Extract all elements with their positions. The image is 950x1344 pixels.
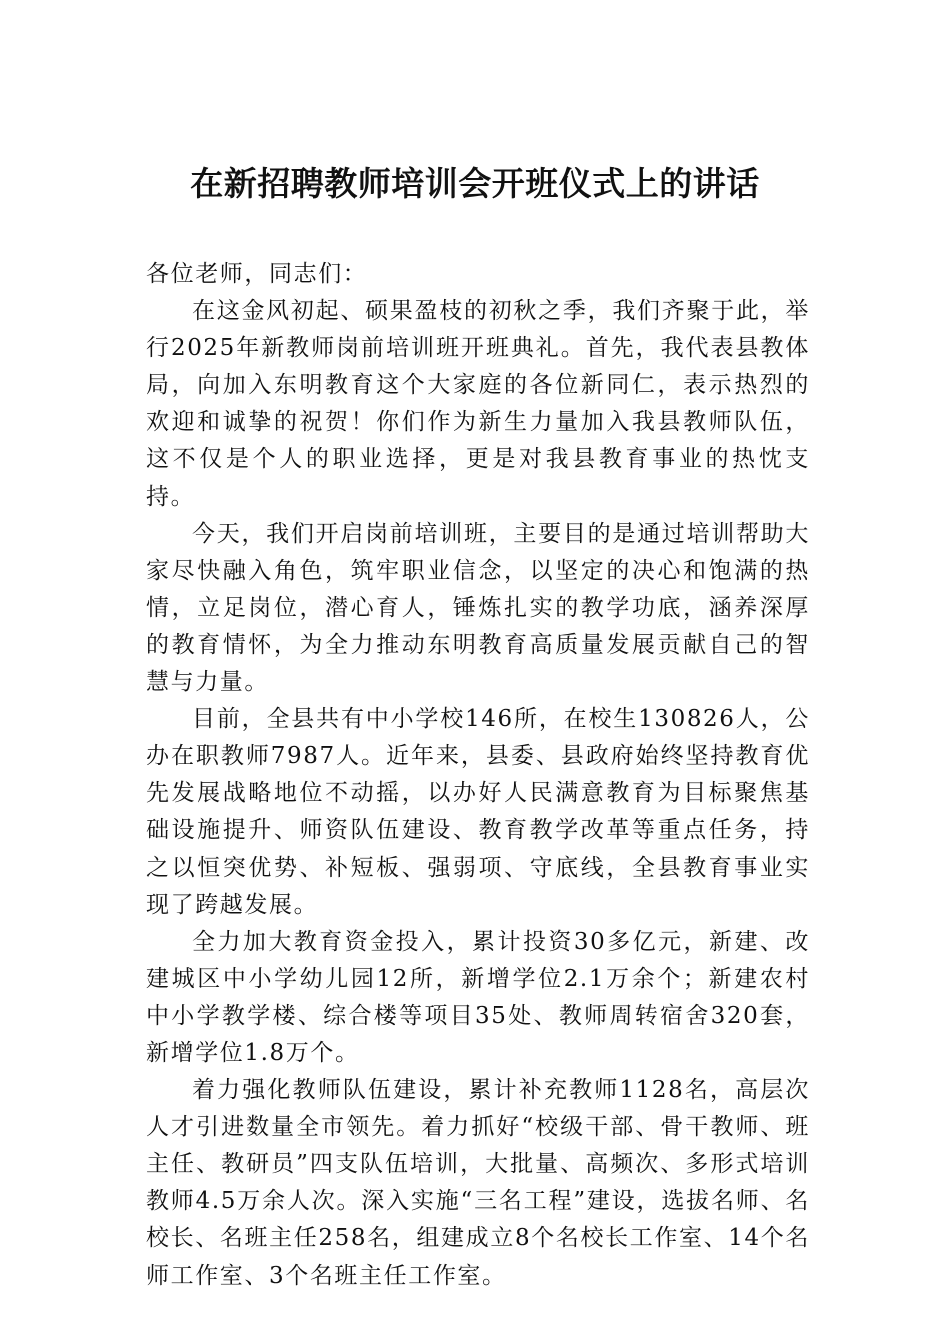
document-title: 在新招聘教师培训会开班仪式上的讲话 (190, 164, 760, 203)
paragraph-1: 在这金风初起、硕果盈枝的初秋之季，我们齐聚于此，举行2025年新教师岗前培训班开班典礼。首先，我代表县教体局，向加入东明教育这个大家庭的各位新同仁，表示热烈的欢迎和诚挚的祝贺！你们作为新生力量加入我县教师队伍，这不仅是个人的职业选择，更是对我县教育事业的热忱支持。 (146, 298, 810, 510)
paragraph-2: 今天，我们开启岗前培训班，主要目的是通过培训帮助大家尽快融入角色，筑牢职业信念，以坚定的决心和饱满的热情，立足岗位，潜心育人，锤炼扎实的教学功底，涵养深厚的教育情怀，为全力推动东明教育高质量发展贡献自己的智慧与力量。 (146, 520, 810, 696)
salutation: 各位老师，同志们： (146, 261, 368, 287)
document-body (146, 256, 810, 1295)
paragraph-5: 着力强化教师队伍建设，累计补充教师1128名，高层次人才引进数量全市领先。着力抓好“校级干部、骨干教师、班主任、教研员”四支队伍培训，大批量、高频次、多形式培训教师4.5万余人次。深入实施“三名工程”建设，选拔名师、名校长、名班主任258名，组建成立8个名校长工作室、14个名师工作室、3个名班主任工作室。 (146, 1077, 810, 1289)
paragraph-3: 目前，全县共有中小学校146所，在校生130826人，公办在职教师7987人。近年来，县委、县政府始终坚持教育优先发展战略地位不动摇，以办好人民满意教育为目标聚焦基础设施提升、师资队伍建设、教育教学改革等重点任务，持之以恒突优势、补短板、强弱项、守底线，全县教育事业实现了跨越发展。 (146, 706, 810, 918)
paragraph-4: 全力加大教育资金投入，累计投资30多亿元，新建、改建城区中小学幼儿园12所，新增学位2.1万余个；新建农村中小学教学楼、综合楼等项目35处、教师周转宿舍320套，新增学位1.8万个。 (146, 928, 810, 1066)
